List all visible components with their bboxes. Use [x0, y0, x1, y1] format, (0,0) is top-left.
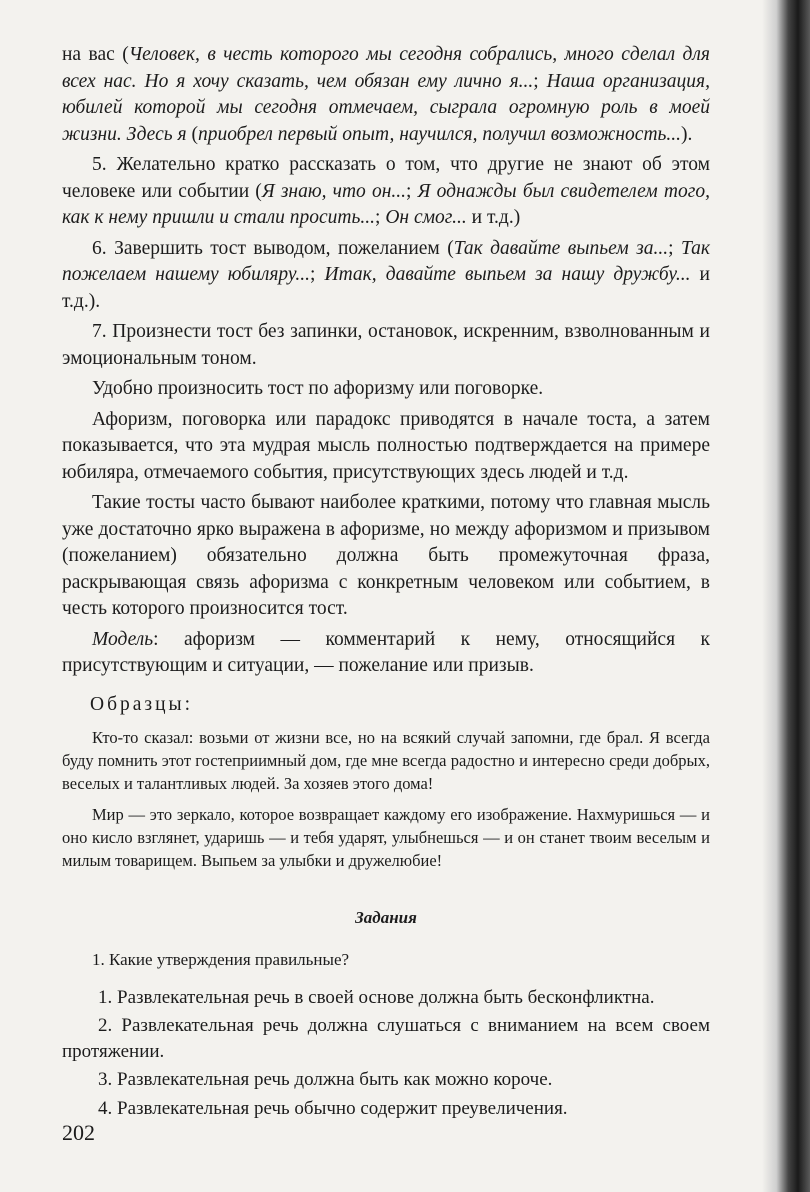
italic-text-run: Наша организация, юбилей которой мы сегодня отмечаем, сыграла огромную роль в моей жизни. Здесь я — [62, 70, 710, 145]
body-paragraphs — [62, 42, 710, 680]
body-paragraph — [62, 42, 710, 148]
page-number: 202 — [62, 1120, 95, 1145]
text-run: 6. Завершить тост выводом, пожеланием ( — [92, 237, 454, 259]
question: 1. Какие утверждения правильные? — [92, 949, 350, 969]
text-run: ( — [186, 123, 198, 145]
body-paragraph — [62, 407, 710, 487]
italic-text-run: приобрел первый опыт, научился, получил возможность... — [197, 123, 682, 145]
section-title: Задания — [355, 907, 417, 927]
italic-text-run: Так давайте выпьем за... — [453, 237, 669, 259]
italic-text-run: Модель — [92, 628, 154, 650]
answer-item: 2. Развлекательная речь должна слушаться с вниманием на всем своем протяжении. — [62, 1015, 710, 1062]
text-run: ; — [668, 237, 681, 259]
answer-item: 4. Развлекательная речь обычно содержит преувеличения. — [98, 1097, 568, 1119]
text-run: 7. Произнести тост без запинки, остановок, искренним, взволнованным и эмоциональным тоном. — [62, 321, 710, 369]
text-run: Афоризм, поговорка или парадокс приводятся в начале тоста, а затем показывается, что эта мудрая мысль полностью подтверждается на примере юбиляра, отмечаемого события, присутствующих здесь людей и т.д. — [62, 408, 710, 483]
sample-paragraph: Мир — это зеркало, которое возвращает каждому его изображение. Нахмуришься — и оно кисло взглянет, ударишь — и тебя ударят, улыбнешься — и он станет твоим веселым и милым товарищем. Выпьем за улыбки и дружелюбие! — [62, 804, 710, 870]
text-run: ; — [375, 207, 386, 228]
italic-text-run: Я однажды был свидетелем того, как к нему пришли и стали просить... — [62, 180, 710, 228]
text-run: Такие тосты часто бывают наиболее краткими, потому что главная мысль уже достаточно ярко выражена в афоризме, но между афоризмом и призывом (пожеланием) обязательно должна быть промежуточная фраза, раскрывающая связь афоризма с конкретным человеком или событием, в честь которого произносится тост. — [62, 492, 710, 619]
italic-text-run: Человек, в честь которого мы сегодня собрались, много сделал для всех нас. Но я хочу сказать, чем обязан ему лично я... — [62, 44, 710, 92]
answer-item: 1. Развлекательная речь в своей основе должна быть бесконфликтна. — [98, 986, 655, 1008]
italic-text-run: Так пожелаем нашему юбиляру... — [62, 237, 710, 285]
book-spine-shadow — [762, 0, 810, 1192]
text-run: : афоризм — комментарий к нему, относящийся к присутствующим и ситуации, — пожелание или призыв. — [62, 628, 710, 676]
body-paragraph — [62, 319, 710, 372]
answer-item: 3. Развлекательная речь должна быть как можно короче. — [98, 1069, 553, 1090]
text-run: на вас ( — [62, 44, 129, 65]
page-content — [62, 42, 710, 1124]
body-paragraph — [62, 376, 710, 403]
italic-text-run: Итак, давайте выпьем за нашу дружбу... — [324, 264, 691, 285]
italic-text-run: Я знаю, что он... — [261, 180, 407, 202]
body-paragraph — [62, 152, 710, 232]
text-run: ; — [533, 70, 547, 92]
text-run: Удобно произносить тост по афоризму или поговорке. — [92, 378, 544, 399]
sample-paragraph: Кто-то сказал: возьми от жизни все, но на всякий случай запомни, где брал. Я всегда буду помнить этот гостеприимный дом, где мне всегда радостно и интересно среди добрых, веселых и талантливых людей. За хозяев этого дома! — [62, 727, 710, 793]
text-run: ; — [309, 264, 325, 285]
italic-text-run: Он смог... — [385, 207, 467, 228]
samples-heading: Образцы: — [90, 693, 194, 715]
text-run: 5. Желательно кратко рассказать о том, что другие не знают об этом человеке или событии ( — [62, 154, 710, 202]
text-run: и т.д.) — [466, 207, 521, 228]
text-run: ; — [406, 180, 418, 202]
body-paragraph — [62, 236, 710, 316]
text-run: ). — [681, 123, 693, 145]
body-paragraph — [62, 627, 710, 680]
text-run: и т.д.). — [62, 264, 710, 312]
body-paragraph — [62, 490, 710, 623]
